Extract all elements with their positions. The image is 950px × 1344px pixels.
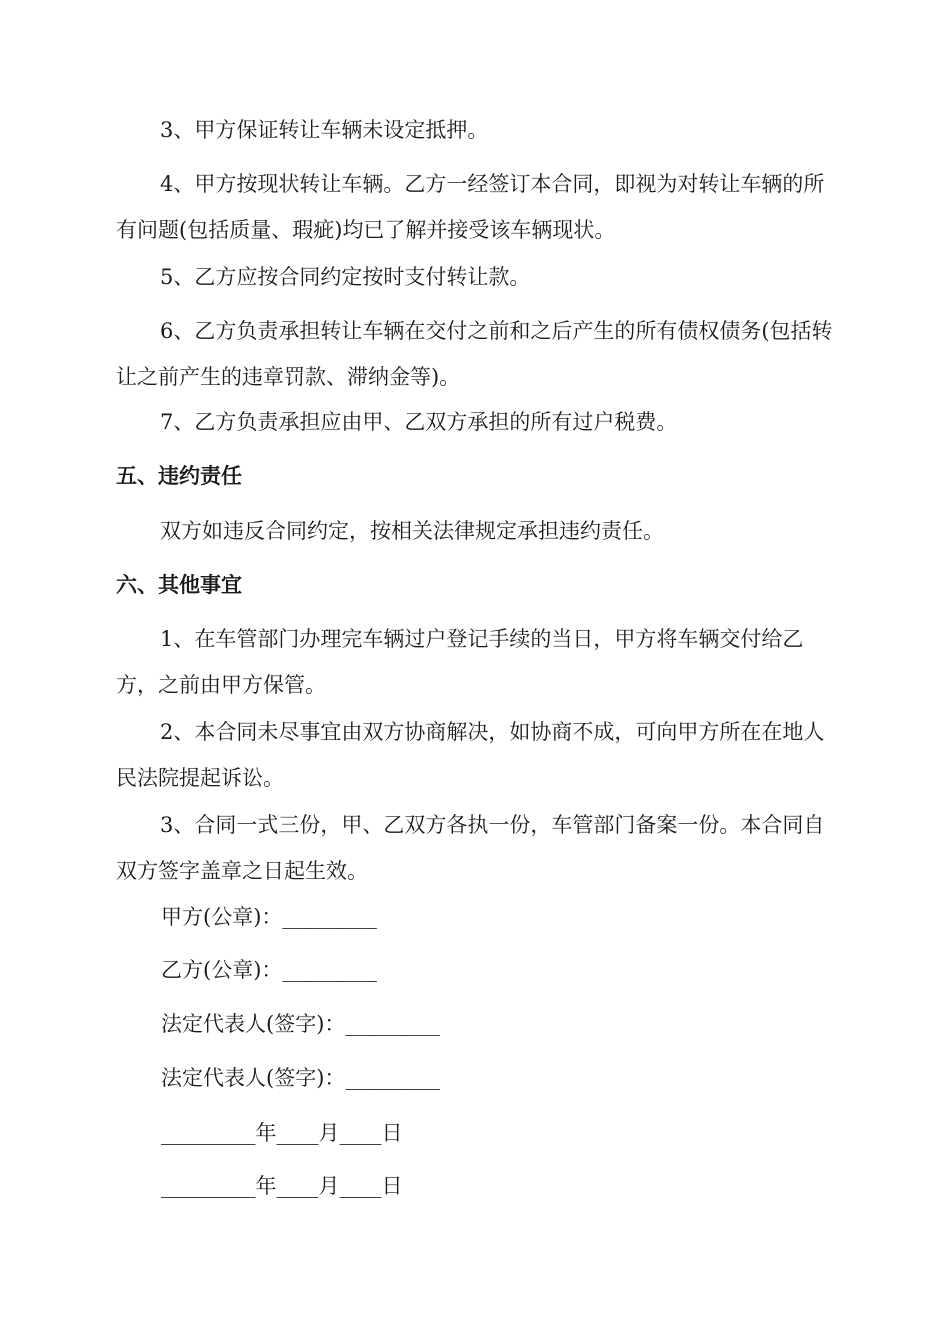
signature-representative-b: 法定代表人(签字)：_________ bbox=[161, 1066, 440, 1090]
clause-7: 7、乙方负责承担应由甲、乙双方承担的所有过户税费。 bbox=[160, 410, 678, 434]
signature-party-b: 乙方(公章)：_________ bbox=[161, 958, 377, 982]
signature-representative-a: 法定代表人(签字)：_________ bbox=[161, 1012, 440, 1036]
clause-3: 3、甲方保证转让车辆未设定抵押。 bbox=[160, 118, 489, 142]
date-line-b: _________年____月____日 bbox=[161, 1174, 403, 1198]
breach-body: 双方如违反合同约定，按相关法律规定承担违约责任。 bbox=[160, 519, 664, 543]
clause-5: 5、乙方应按合同约定按时支付转让款。 bbox=[160, 265, 531, 289]
section-heading-other: 六、其他事宜 bbox=[116, 573, 242, 597]
signature-party-a: 甲方(公章)：_________ bbox=[161, 905, 377, 929]
other-item-1: 1、在车管部门办理完车辆过户登记手续的当日，甲方将车辆交付给乙方，之前由甲方保管。 bbox=[116, 627, 804, 697]
clause-6: 6、乙方负责承担转让车辆在交付之前和之后产生的所有债权债务(包括转让之前产生的违章罚款、滞纳金等)。 bbox=[116, 319, 833, 389]
other-item-2: 2、本合同未尽事宜由双方协商解决，如协商不成，可向甲方所在在地人民法院提起诉讼。 bbox=[116, 720, 825, 790]
other-item-3: 3、合同一式三份，甲、乙双方各执一份，车管部门备案一份。本合同自双方签字盖章之日起生效。 bbox=[116, 813, 825, 883]
clause-4: 4、甲方按现状转让车辆。乙方一经签订本合同，即视为对转让车辆的所有问题(包括质量、瑕疵)均已了解并接受该车辆现状。 bbox=[116, 172, 825, 242]
section-heading-breach: 五、违约责任 bbox=[116, 464, 242, 488]
date-line-a: _________年____月____日 bbox=[161, 1121, 403, 1145]
